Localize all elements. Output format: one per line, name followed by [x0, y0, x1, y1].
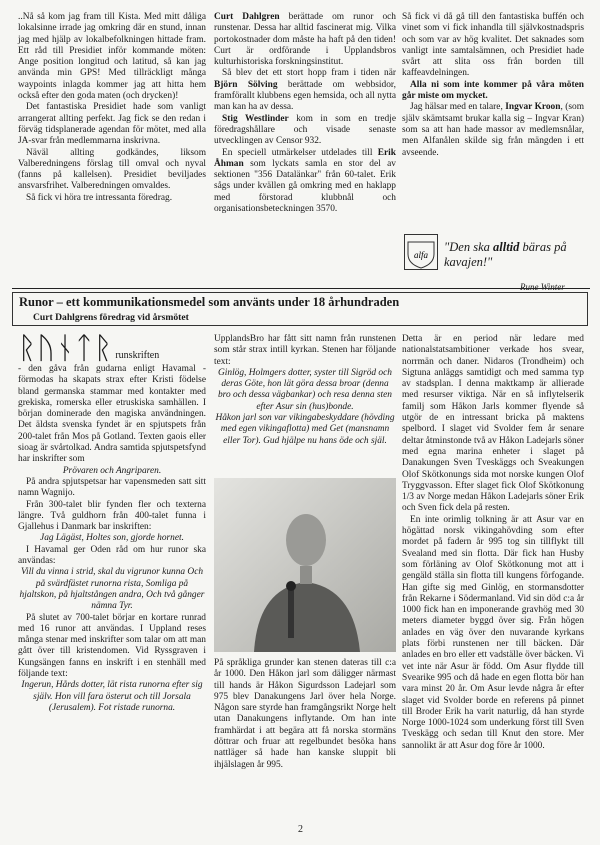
speaker-name: Ingvar Kroon: [505, 102, 561, 113]
author-signature: Rune Winter: [520, 282, 565, 292]
article-column-1: [18, 331, 206, 714]
paragraph: Näväl allting godkändes, liksom Valberedningens förslag till omval och nyval (fanns på kallelsen). Presidiet beviljades ansvarsfrihet. Valberedningen omvaldes.: [18, 147, 206, 192]
paragraph: På slutet av 700-talet börjar en kortare runrad med 16 runor att användas. I Uppland reses många stenar med inskrifter som talar om att man gått över till kristendomen. Vid Ryssgraven i Kungsängen fanns en inskrift i en stenhäll med följande text:: [18, 612, 206, 680]
page-number: 2: [298, 824, 303, 835]
top-column-2: [214, 12, 396, 215]
text: som lyckats samla en stor del av sektionen "356 Datalänkar" från 60-talet. Erik sågs under kvällen gå omkring med en haklapp med förstorad klubbnål och organisationsbeteckningen 3570.: [214, 158, 396, 215]
article-column-2-lower: [214, 658, 396, 771]
inscription: Ginlög, Holmgers dotter, syster till Sigröd och deras Göte, hon lät göra dessa broar (denna bro och dessa vägbankar) och resa denna sten efter Asur sin (hus)bonde.: [217, 367, 392, 412]
shield-icon: [405, 235, 437, 269]
paragraph: Så fick vi då gå till den fantastiska buffén och vinet som vi fick inhandla till självkostnadspris och som var av hög kvalitet. Det saknades som vanligt inte samtalsämnen, och Presidiet hade svårt att slita oss från borden till kaffeavdelningen.: [402, 12, 584, 79]
speaker-name: Björn Sölving: [214, 79, 278, 90]
paragraph: Detta är en period när ledare med nationalstatsambitioner verkade hos svear, norrmän och daner. Nidaros (Trondheim) och Sigtuna anläggs samtidigt och med samma typ av stadsplan. I denna maktkamp är allierade med resurser viktiga. När en så inflytelserik familj som Håkon Jarls kommer flyende så utgör de en intressant bricka på maktens spelbord. I slaget vid Svolder fem år senare deltar åtminstonde två av Håkon Ladejarls söner med egna marina enheter i slaget på Danakungen Sven Tveskäggs och Sveakungen Olof Skötkonungs sida mot norske kungen Olof Tryggvasson. Efter slaget fick Olof Skötkonung 1/3 av Norge medan Håkon Ladejarls söner Erik och Sven fick dela på resten.: [402, 334, 584, 514]
paragraph: Det fantastiska Presidiet hade som vanligt arrangerat allting perfekt. Jag fick se den redan i förväg tidsplanerade agendan för mötet, med alla JA-svar från medlemmarna inskrivna.: [18, 102, 206, 147]
logo-text: alfa: [413, 250, 429, 260]
article-column-3: [402, 334, 584, 752]
pull-quote: [444, 240, 592, 270]
paragraph: [214, 68, 396, 113]
paragraph: ..Nå så kom jag fram till Kista. Med mitt dåliga lokalsinne irrade jag omkring där en stund, innan jag med hjälp av lokalbefolkningen hittade fram. Ett råd till Presidiet inför kommande möten: Ange position longitud och latitud, så kan jag använda min GPS! Med tillräckligt många waypoints inlagda kommer jag att hitta hem också efter den goda maten (och drycken)!: [18, 12, 206, 102]
paragraph: På språkliga grunder kan stenen dateras till c:a år 1000. Den Håkon jarl som däligger närmast till hands är Håkon Sigurdsson Ladejarl som 975 blev Danakungens Jarl över hela Norge. Någon sare styrde han framgångsrikt Norge helt utan Danakungens inflytande. Om han inte framhärdat i att begära att få norska stormäns döttrar och fruar att regelbundet besöka hans nattläger så hade han kanske sluppit bli ihjälslagen år 995.: [214, 658, 396, 770]
runes-label: runskriften: [115, 350, 160, 361]
text: En speciell utmärkelser utdelades till: [222, 147, 378, 158]
text: Jag hälsar med en talare,: [410, 102, 506, 113]
inscription: Ingerun, Hårds dotter, lät rista runorna efter sig själv. Hon vill fara österut och till Jorsala (Jerusalem). Fot ristade runorna.: [21, 680, 203, 713]
section-divider: [12, 288, 590, 289]
paragraph: Så fick vi höra tre intressanta föredrag.: [26, 192, 173, 203]
top-column-1: [18, 12, 206, 204]
speaker-photo: [214, 478, 396, 652]
text: bäras på kavajen!": [444, 240, 567, 269]
speaker-name: Curt Dahlgren: [214, 12, 280, 22]
paragraph: [214, 114, 396, 148]
text: Så blev det ett stort hopp fram i tiden när: [222, 68, 396, 79]
rune-heading: [18, 331, 206, 366]
paragraph: Från 300-talet blir fynden fler och texterna längre. Två guldhorn från 400-talet funna i Gjallehus i Danmark bar inskriften:: [18, 499, 206, 533]
article-title: Runor – ett kommunikationsmedel som använts under 18 århundraden: [19, 295, 400, 309]
inscription: Håkon jarl son var vikingabeskyddare (hövding med egen vikingaflotta) med Get (mansnamn eller Tor). Gud hjälpe nu hans öde och själ.: [215, 413, 395, 446]
speaker-name: Stig Westlinder: [222, 113, 289, 124]
text: "Den ska: [444, 240, 493, 254]
text: berättade om webbsidor, framförallt klubbens egen hemsida, och all nytta man kan ha av dessa.: [214, 79, 396, 113]
paragraph: På andra spjutspetsar har vapensmeden satt sitt namn Wagnijo.: [18, 476, 206, 499]
text: berättade om runor och runstenar. Dessa har alltid fascinerat mig. Vilka portokostnader dom måste ha haft på den tiden! Curt är ordförande i Upplandsbros kulturhistoriska forskningsinstitut.: [214, 12, 396, 68]
portrait-image: [214, 478, 396, 652]
award-name: Erik Åhman: [214, 147, 396, 169]
paragraph: I Havamal ger Oden råd om hur runor ska användas:: [18, 544, 206, 567]
emphasis: alltid: [493, 240, 520, 254]
bold-paragraph: Alla ni som inte kommer på våra möten går miste om mycket.: [402, 79, 584, 102]
article-header: [12, 292, 588, 326]
paragraph: [214, 148, 396, 216]
paragraph: UpplandsBro har fått sitt namn från runstenen som står strax intill kyrkan. Stenen har följande text:: [214, 334, 396, 367]
paragraph: [402, 102, 584, 158]
article-subtitle: Curt Dahlgrens föredrag vid årsmötet: [33, 312, 189, 323]
paragraph: En inte orimlig tolkning är att Asur var en högättad norsk vikingahövding som efter mordet på fadern år 995 tog sin tillflykt till Svealand med sin flotta. Där fick han Husby som förläning av Olof Skötkonung mot att i gengäld ställa sin flotta till kungens förfogande. Han gifte sig med Ginlög, en stormansdotter från Rekarne i Södermanland. Vid sin död c:a år 1000 fick han en imponerande gravhög med 30 meters diameter byggd över sig. Från högen anlades en väg över den nuvarande kyrkans plats förbi runstenen ner till bäcken. Där anlades en bro eller ett vadställe över bäcken. Vi vet inte när Asur är född. Om Asur flydde till Svearike 995 och då hade en egen flotta bör han vara minst 20 år. Om Asur levde några år efter slaget vid Svolder borde en referens på pinnet till Broder Erik ha varit naturlig, då han styrde Norge 1000-1024 som underkung först till Sven Tveskägg och sedan till Knut den store. Mer sannolikt är att Asur dog före år 1000.: [402, 514, 584, 751]
runes-glyphs: ᚱᚢᚾᛏᚱ: [18, 331, 113, 366]
top-column-3: [402, 12, 584, 159]
paragraph: - den gåva från gudarna enligt Havamal - förmodas ha skapats strax efter Kristi födelse bland germanska stammar med kontakter med grekiska, romerska eller etruskiska samhällen. I början dominerade den magiska användningen. Det äldsta svenska fyndet är en spjutspets från 200-talet från Mos på Gotland. Texten gaois eller sioag är svårtolkad. Andra samtida spjutspetsfynd har inskrifter som: [18, 364, 206, 465]
inscription: Prövaren och Angriparen.: [62, 465, 162, 476]
text: kom in som en tredje föredragshållare och visade senaste utvecklingen av Censor 932.: [214, 113, 396, 147]
inscription: Jag Lägäst, Holtes son, gjorde hornet.: [40, 533, 184, 544]
inscription: Vill du vinna i strid, skal du vigrunor kunna Och på svärdfästet runorna rista, Somliga på hjaltskon, på hjaltstången andra, Och två gånger nämna Tyr.: [19, 567, 205, 612]
paragraph: [214, 12, 396, 68]
article-column-2: [214, 334, 396, 447]
text: , (som själv skämtsamt brukar kalla sig – Ingvar Kran) som sa att han hade massor av medlemsnålar, men Alfanålen skilde sig från mängden i ett avseende.: [402, 102, 585, 158]
alfa-logo: [404, 234, 438, 270]
